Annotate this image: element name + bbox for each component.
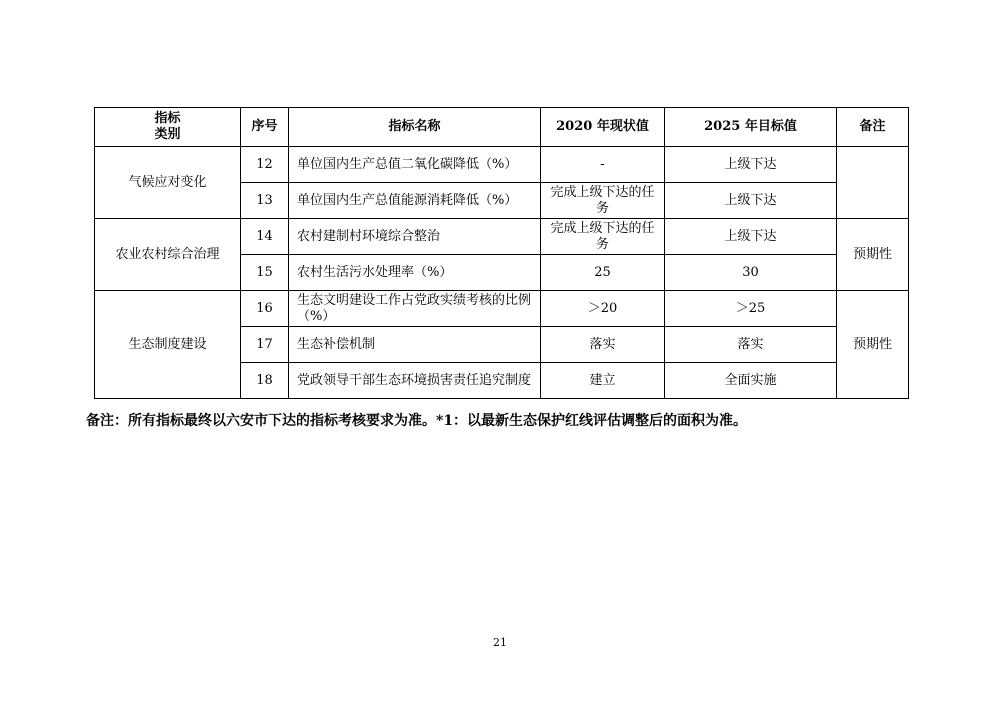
- indicator-name-cell: 生态补偿机制: [289, 327, 541, 363]
- target-value-cell: 30: [665, 255, 837, 291]
- remark-cell: [837, 147, 909, 219]
- target-value-cell: 上级下达: [665, 219, 837, 255]
- header-target-value: 2025 年目标值: [665, 108, 837, 147]
- category-cell: 气候应对变化: [95, 147, 241, 219]
- indicator-name-cell: 农村生活污水处理率（%）: [289, 255, 541, 291]
- current-value-cell: 完成上级下达的任务: [541, 219, 665, 255]
- header-remark: 备注: [837, 108, 909, 147]
- number-cell: 16: [241, 291, 289, 327]
- remark-cell: 预期性: [837, 291, 909, 399]
- number-cell: 14: [241, 219, 289, 255]
- indicator-name-cell: 单位国内生产总值二氧化碳降低（%）: [289, 147, 541, 183]
- target-value-cell: 全面实施: [665, 363, 837, 399]
- footnote: 备注：所有指标最终以六安市下达的指标考核要求为准。*1：以最新生态保护红线评估调整后的面积为准。: [86, 413, 748, 429]
- number-cell: 15: [241, 255, 289, 291]
- current-value-cell: -: [541, 147, 665, 183]
- number-cell: 17: [241, 327, 289, 363]
- indicator-name-cell: 生态文明建设工作占党政实绩考核的比例（%）: [289, 291, 541, 327]
- header-indicator-name: 指标名称: [289, 108, 541, 147]
- table-row: [95, 147, 909, 183]
- indicator-name-cell: 农村建制村环境综合整治: [289, 219, 541, 255]
- target-value-cell: 上级下达: [665, 183, 837, 219]
- number-cell: 18: [241, 363, 289, 399]
- number-cell: 13: [241, 183, 289, 219]
- category-cell: 农业农村综合治理: [95, 219, 241, 291]
- current-value-cell: 落实: [541, 327, 665, 363]
- number-cell: 12: [241, 147, 289, 183]
- table-row: [95, 291, 909, 327]
- table-row: [95, 219, 909, 255]
- current-value-cell: 建立: [541, 363, 665, 399]
- header-current-value: 2020 年现状值: [541, 108, 665, 147]
- current-value-cell: 完成上级下达的任务: [541, 183, 665, 219]
- target-value-cell: ＞25: [665, 291, 837, 327]
- indicator-name-cell: 单位国内生产总值能源消耗降低（%）: [289, 183, 541, 219]
- current-value-cell: 25: [541, 255, 665, 291]
- target-value-cell: 上级下达: [665, 147, 837, 183]
- indicator-table: [94, 107, 909, 399]
- page-number: 21: [493, 636, 507, 649]
- indicator-name-cell: 党政领导干部生态环境损害责任追究制度: [289, 363, 541, 399]
- current-value-cell: ＞20: [541, 291, 665, 327]
- header-category: 指标 类别: [95, 108, 241, 147]
- category-cell: 生态制度建设: [95, 291, 241, 399]
- table-header-row: [95, 108, 909, 147]
- target-value-cell: 落实: [665, 327, 837, 363]
- header-number: 序号: [241, 108, 289, 147]
- remark-cell: 预期性: [837, 219, 909, 291]
